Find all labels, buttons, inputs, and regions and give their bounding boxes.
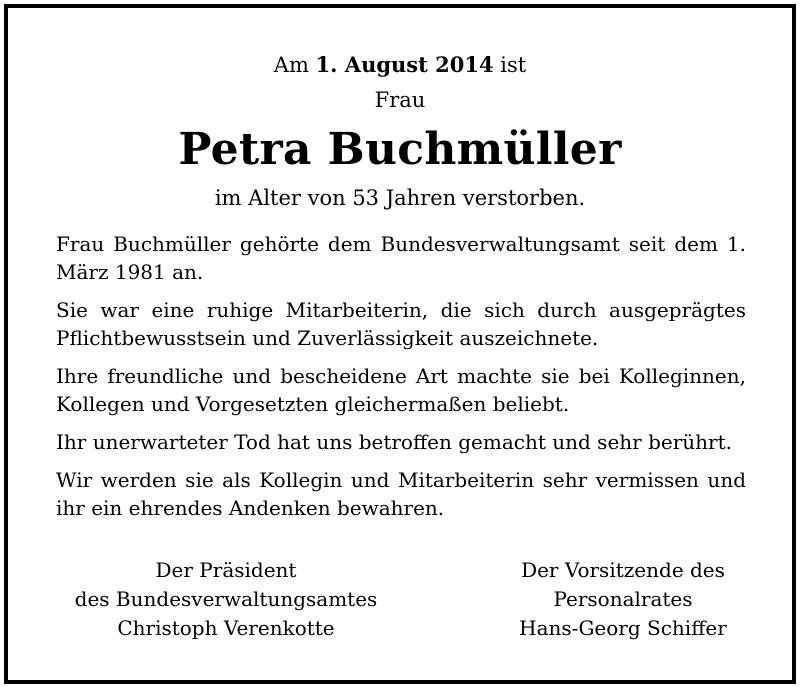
signature-left [56, 556, 396, 643]
signature-left-organization: des Bundesverwaltungsamtes [74, 587, 378, 611]
signature-right [478, 556, 768, 643]
signature-left-name: Christoph Verenkotte [117, 616, 335, 640]
paragraph-service: Frau Buchmüller gehörte dem Bundesverwaltungsamt seit dem 1. März 1981 an. [56, 232, 746, 284]
obituary-body [56, 230, 746, 532]
age-line: im Alter von 53 Jahren verstorben. [214, 186, 586, 210]
date: 1. August 2014 [315, 52, 494, 77]
paragraph-grief: Ihr unerwarteter Tod hat uns betroffen gemacht und sehr berührt. [56, 430, 732, 454]
paragraph-character: Sie war eine ruhige Mitarbeiterin, die sich durch ausgeprägtes Pflichtbewusstsein und Zuverlässigkeit auszeichnete. [56, 298, 746, 350]
signature-right-title: Der Vorsitzende des [521, 558, 725, 582]
date-line [0, 54, 800, 76]
signature-left-title: Der Präsident [155, 558, 297, 582]
paragraph-colleagues: Ihre freundliche und bescheidene Art machte sie bei Kolleginnen, Kollegen und Vorgesetzten gleichermaßen beliebt. [56, 364, 746, 416]
paragraph-remembrance: Wir werden sie als Kollegin und Mitarbeiterin sehr vermissen und ihr ein ehrendes Andenken bewahren. [56, 468, 746, 520]
salutation: Frau [374, 88, 426, 112]
signature-right-organization: Personalrates [553, 587, 693, 611]
signature-right-name: Hans-Georg Schiffer [519, 616, 727, 640]
deceased-name: Petra Buchmüller [178, 124, 622, 175]
date-prefix: Am [273, 53, 309, 77]
date-suffix: ist [500, 53, 527, 77]
